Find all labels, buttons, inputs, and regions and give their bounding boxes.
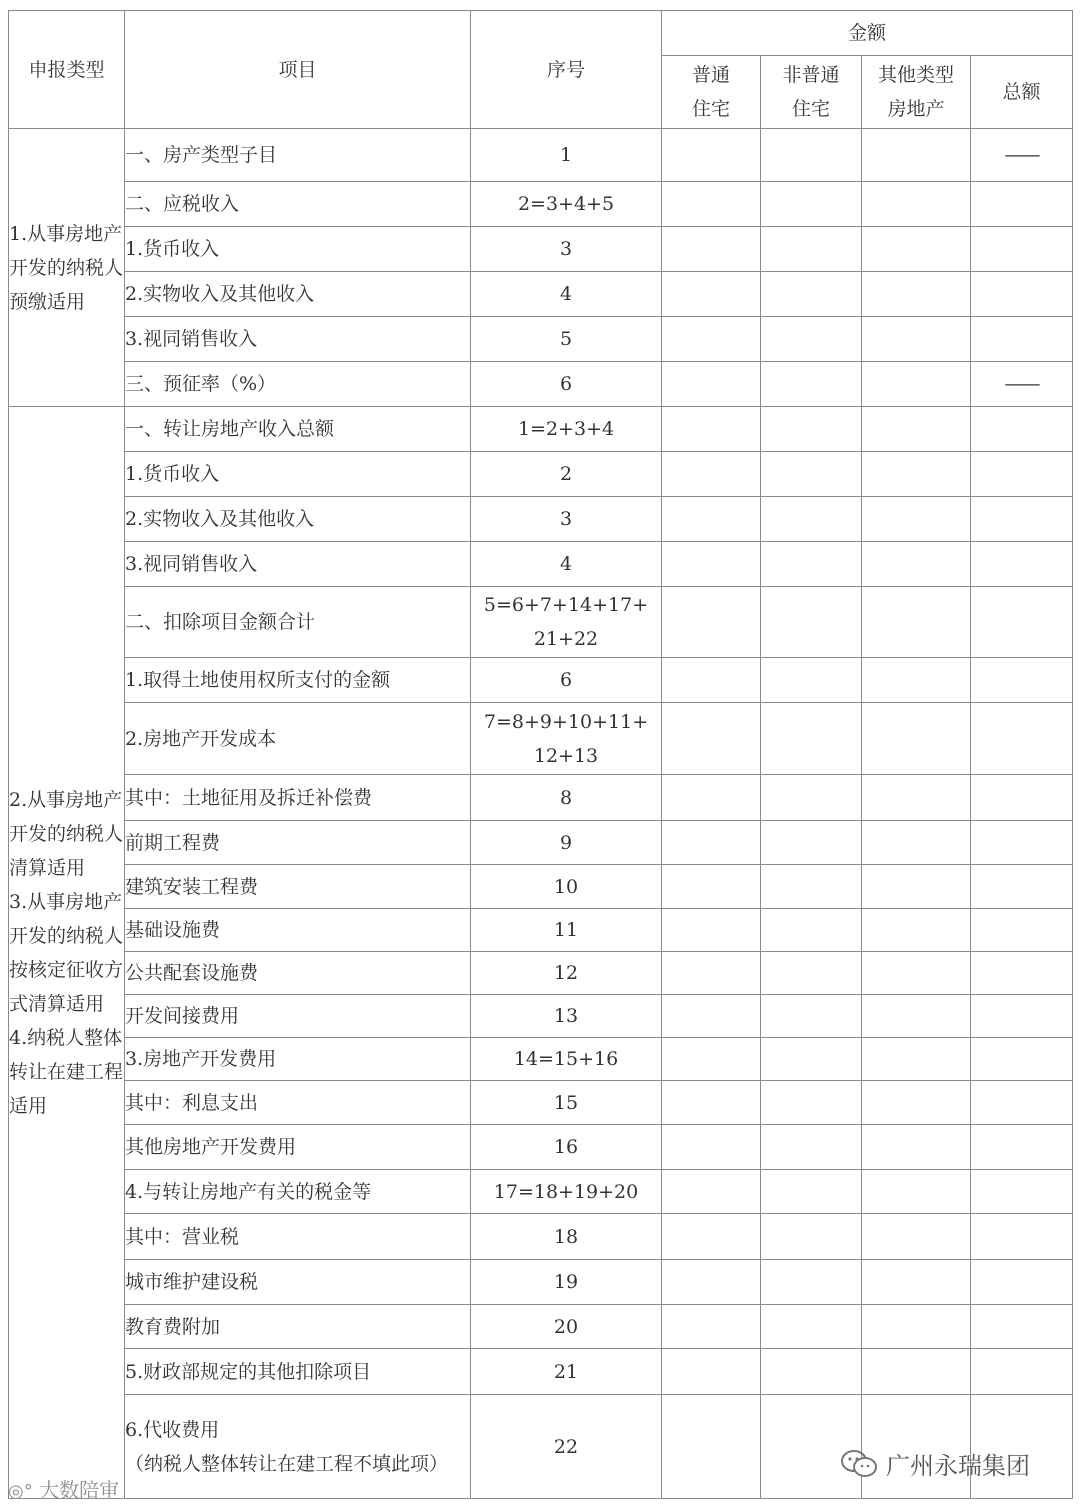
item-label: 其中：营业税	[125, 1214, 471, 1260]
table-row	[9, 1170, 1073, 1214]
amount-cell[interactable]	[862, 497, 971, 542]
category-settlement: 2.从事房地产开发的纳税人清算适用 3.从事房地产开发的纳税人按核定征收方式清算适用 4.纳税人整体转让在建工程适用	[9, 407, 125, 1499]
amount-cell[interactable]	[761, 227, 862, 272]
serial-number: 8	[471, 775, 662, 821]
table-row	[9, 909, 1073, 952]
table-row	[9, 542, 1073, 587]
total-cell[interactable]	[971, 1038, 1073, 1081]
amount-cell[interactable]	[862, 1214, 971, 1260]
header-ordinary-housing: 普通 住宅	[662, 56, 761, 129]
table-row	[9, 775, 1073, 821]
serial-number: 17=18+19+20	[471, 1170, 662, 1214]
serial-number: 4	[471, 272, 662, 317]
amount-cell[interactable]	[862, 865, 971, 909]
serial-number: 9	[471, 821, 662, 865]
serial-number: 21	[471, 1349, 662, 1395]
amount-cell[interactable]	[862, 1305, 971, 1349]
amount-cell[interactable]	[862, 821, 971, 865]
total-cell[interactable]	[971, 865, 1073, 909]
amount-cell[interactable]	[662, 1305, 761, 1349]
item-label: 基础设施费	[125, 909, 471, 952]
item-label: 一、转让房地产收入总额	[125, 407, 471, 452]
serial-number: 2=3+4+5	[471, 182, 662, 227]
total-cell[interactable]	[971, 182, 1073, 227]
table-row	[9, 952, 1073, 995]
serial-number: 5=6+7+14+17+ 21+22	[471, 587, 662, 658]
amount-cell[interactable]	[662, 182, 761, 227]
amount-cell[interactable]	[662, 587, 761, 658]
table-row	[9, 1038, 1073, 1081]
amount-cell[interactable]	[662, 1395, 761, 1499]
amount-cell[interactable]	[862, 129, 971, 182]
amount-cell[interactable]	[862, 452, 971, 497]
serial-number: 18	[471, 1214, 662, 1260]
amount-cell[interactable]	[862, 952, 971, 995]
amount-cell[interactable]	[662, 1170, 761, 1214]
item-label: 2.实物收入及其他收入	[125, 272, 471, 317]
amount-cell[interactable]	[662, 362, 761, 407]
watermark-right	[840, 1446, 1030, 1481]
serial-number: 12	[471, 952, 662, 995]
item-label: 其他房地产开发费用	[125, 1125, 471, 1170]
table-row	[9, 821, 1073, 865]
amount-cell[interactable]	[662, 1038, 761, 1081]
amount-cell[interactable]	[761, 1214, 862, 1260]
item-label: 开发间接费用	[125, 995, 471, 1038]
item-label: 三、预征率（%）	[125, 362, 471, 407]
amount-cell[interactable]	[761, 362, 862, 407]
serial-number: 2	[471, 452, 662, 497]
watermark-right-text: 广州永瑞集团	[886, 1452, 1030, 1480]
total-cell: ——	[971, 129, 1073, 182]
header-non-ordinary-housing: 非普通 住宅	[761, 56, 862, 129]
amount-cell[interactable]	[761, 272, 862, 317]
table-row	[9, 1125, 1073, 1170]
item-label: 前期工程费	[125, 821, 471, 865]
total-cell[interactable]	[971, 775, 1073, 821]
table-row	[9, 865, 1073, 909]
item-label: 4.与转让房地产有关的税金等	[125, 1170, 471, 1214]
amount-cell[interactable]	[662, 658, 761, 703]
table-row	[9, 317, 1073, 362]
serial-number: 15	[471, 1081, 662, 1125]
item-label: 6.代收费用 （纳税人整体转让在建工程不填此项）	[125, 1395, 471, 1499]
amount-cell[interactable]	[862, 407, 971, 452]
item-label: 1.取得土地使用权所支付的金额	[125, 658, 471, 703]
amount-cell[interactable]	[761, 317, 862, 362]
serial-number: 6	[471, 658, 662, 703]
amount-cell[interactable]	[662, 452, 761, 497]
amount-cell[interactable]	[761, 497, 862, 542]
amount-cell[interactable]	[662, 1125, 761, 1170]
header-total: 总额	[971, 56, 1073, 129]
amount-cell[interactable]	[862, 227, 971, 272]
amount-cell[interactable]	[761, 542, 862, 587]
header-item: 项目	[125, 11, 471, 129]
amount-cell[interactable]	[761, 658, 862, 703]
total-cell[interactable]	[971, 1170, 1073, 1214]
amount-cell[interactable]	[662, 542, 761, 587]
serial-number: 13	[471, 995, 662, 1038]
amount-cell[interactable]	[761, 182, 862, 227]
amount-cell[interactable]	[862, 703, 971, 775]
item-label: 5.财政部规定的其他扣除项目	[125, 1349, 471, 1395]
serial-number: 10	[471, 865, 662, 909]
amount-cell[interactable]	[862, 1125, 971, 1170]
serial-number: 1=2+3+4	[471, 407, 662, 452]
amount-cell[interactable]	[761, 703, 862, 775]
table-row	[9, 1260, 1073, 1305]
header-serial: 序号	[471, 11, 662, 129]
total-cell[interactable]	[971, 542, 1073, 587]
total-cell[interactable]	[971, 272, 1073, 317]
total-cell[interactable]	[971, 909, 1073, 952]
item-label: 2.房地产开发成本	[125, 703, 471, 775]
amount-cell[interactable]	[862, 1081, 971, 1125]
table-row	[9, 452, 1073, 497]
total-cell[interactable]	[971, 407, 1073, 452]
total-cell[interactable]	[971, 1214, 1073, 1260]
amount-cell[interactable]	[862, 587, 971, 658]
amount-cell[interactable]	[761, 1125, 862, 1170]
amount-cell[interactable]	[662, 775, 761, 821]
table-row	[9, 1214, 1073, 1260]
total-cell[interactable]	[971, 497, 1073, 542]
amount-cell[interactable]	[662, 1081, 761, 1125]
serial-number: 3	[471, 497, 662, 542]
amount-cell[interactable]	[761, 995, 862, 1038]
category-prepayment: 1.从事房地产开发的纳税人预缴适用	[9, 129, 125, 407]
header-other-real-estate: 其他类型 房地产	[862, 56, 971, 129]
amount-cell[interactable]	[862, 1349, 971, 1395]
item-label: 3.视同销售收入	[125, 317, 471, 362]
amount-cell[interactable]	[662, 909, 761, 952]
table-row	[9, 407, 1073, 452]
amount-cell[interactable]	[761, 909, 862, 952]
total-cell[interactable]	[971, 703, 1073, 775]
amount-cell[interactable]	[761, 952, 862, 995]
total-cell[interactable]	[971, 658, 1073, 703]
total-cell[interactable]	[971, 1081, 1073, 1125]
amount-cell[interactable]	[862, 317, 971, 362]
amount-cell[interactable]	[662, 129, 761, 182]
item-label: 教育费附加	[125, 1305, 471, 1349]
amount-cell[interactable]	[662, 227, 761, 272]
total-cell[interactable]	[971, 1125, 1073, 1170]
amount-cell[interactable]	[862, 658, 971, 703]
serial-number: 4	[471, 542, 662, 587]
item-label: 一、房产类型子目	[125, 129, 471, 182]
table-row	[9, 1305, 1073, 1349]
amount-cell[interactable]	[662, 952, 761, 995]
item-label: 公共配套设施费	[125, 952, 471, 995]
amount-cell[interactable]	[862, 1038, 971, 1081]
total-cell[interactable]	[971, 227, 1073, 272]
table-row	[9, 227, 1073, 272]
item-label: 二、应税收入	[125, 182, 471, 227]
amount-cell[interactable]	[862, 542, 971, 587]
amount-cell[interactable]	[862, 272, 971, 317]
table-row	[9, 362, 1073, 407]
serial-number: 11	[471, 909, 662, 952]
amount-cell[interactable]	[761, 775, 862, 821]
amount-cell[interactable]	[662, 272, 761, 317]
table-row	[9, 182, 1073, 227]
amount-cell[interactable]	[662, 407, 761, 452]
amount-cell[interactable]	[761, 865, 862, 909]
table-row	[9, 1081, 1073, 1125]
amount-cell[interactable]	[662, 1349, 761, 1395]
serial-number: 19	[471, 1260, 662, 1305]
total-cell[interactable]	[971, 952, 1073, 995]
serial-number: 16	[471, 1125, 662, 1170]
amount-cell[interactable]	[662, 703, 761, 775]
amount-cell[interactable]	[662, 821, 761, 865]
serial-number: 22	[471, 1395, 662, 1499]
amount-cell[interactable]	[662, 1260, 761, 1305]
amount-cell[interactable]	[761, 452, 862, 497]
table-row	[9, 272, 1073, 317]
wechat-logo-icon	[840, 1449, 878, 1479]
amount-cell[interactable]	[862, 995, 971, 1038]
item-label: 其中：利息支出	[125, 1081, 471, 1125]
total-cell[interactable]	[971, 1305, 1073, 1349]
watermark-left	[8, 1474, 119, 1503]
item-label: 3.房地产开发费用	[125, 1038, 471, 1081]
tax-declaration-table	[8, 10, 1073, 1499]
table-row	[9, 497, 1073, 542]
table-row	[9, 995, 1073, 1038]
total-cell[interactable]	[971, 587, 1073, 658]
table-row	[9, 129, 1073, 182]
amount-cell[interactable]	[662, 995, 761, 1038]
total-cell[interactable]	[971, 452, 1073, 497]
amount-cell[interactable]	[761, 1349, 862, 1395]
item-label: 其中：土地征用及拆迁补偿费	[125, 775, 471, 821]
item-label: 二、扣除项目金额合计	[125, 587, 471, 658]
amount-cell[interactable]	[761, 1170, 862, 1214]
amount-cell[interactable]	[761, 407, 862, 452]
total-cell[interactable]	[971, 1349, 1073, 1395]
amount-cell[interactable]	[761, 1081, 862, 1125]
amount-cell[interactable]	[862, 1170, 971, 1214]
amount-cell[interactable]	[761, 129, 862, 182]
amount-cell[interactable]	[662, 1214, 761, 1260]
serial-number: 20	[471, 1305, 662, 1349]
item-label: 3.视同销售收入	[125, 542, 471, 587]
amount-cell[interactable]	[761, 1305, 862, 1349]
item-label: 1.货币收入	[125, 452, 471, 497]
total-cell[interactable]	[971, 1260, 1073, 1305]
amount-cell[interactable]	[761, 1260, 862, 1305]
item-label: 2.实物收入及其他收入	[125, 497, 471, 542]
header-amount: 金额	[662, 11, 1073, 56]
total-cell: ——	[971, 362, 1073, 407]
amount-cell[interactable]	[761, 1038, 862, 1081]
table-row	[9, 587, 1073, 658]
serial-number: 14=15+16	[471, 1038, 662, 1081]
amount-cell[interactable]	[662, 497, 761, 542]
serial-number: 3	[471, 227, 662, 272]
table-row	[9, 1349, 1073, 1395]
amount-cell[interactable]	[761, 587, 862, 658]
total-cell[interactable]	[971, 821, 1073, 865]
item-label: 建筑安装工程费	[125, 865, 471, 909]
amount-cell[interactable]	[862, 909, 971, 952]
amount-cell[interactable]	[761, 821, 862, 865]
amount-cell[interactable]	[662, 317, 761, 362]
total-cell[interactable]	[971, 317, 1073, 362]
table-row	[9, 703, 1073, 775]
total-cell[interactable]	[971, 995, 1073, 1038]
amount-cell[interactable]	[862, 1260, 971, 1305]
item-label: 城市维护建设税	[125, 1260, 471, 1305]
serial-number: 1	[471, 129, 662, 182]
amount-cell[interactable]	[662, 865, 761, 909]
amount-cell[interactable]	[862, 362, 971, 407]
item-label: 1.货币收入	[125, 227, 471, 272]
serial-number: 5	[471, 317, 662, 362]
table-row	[9, 658, 1073, 703]
watermark-left-text: 大数陪审	[39, 1478, 120, 1502]
weibo-logo-icon: ◎°	[8, 1481, 33, 1502]
serial-number: 7=8+9+10+11+ 12+13	[471, 703, 662, 775]
serial-number: 6	[471, 362, 662, 407]
amount-cell[interactable]	[862, 182, 971, 227]
header-declaration-type: 申报类型	[9, 11, 125, 129]
amount-cell[interactable]	[862, 775, 971, 821]
